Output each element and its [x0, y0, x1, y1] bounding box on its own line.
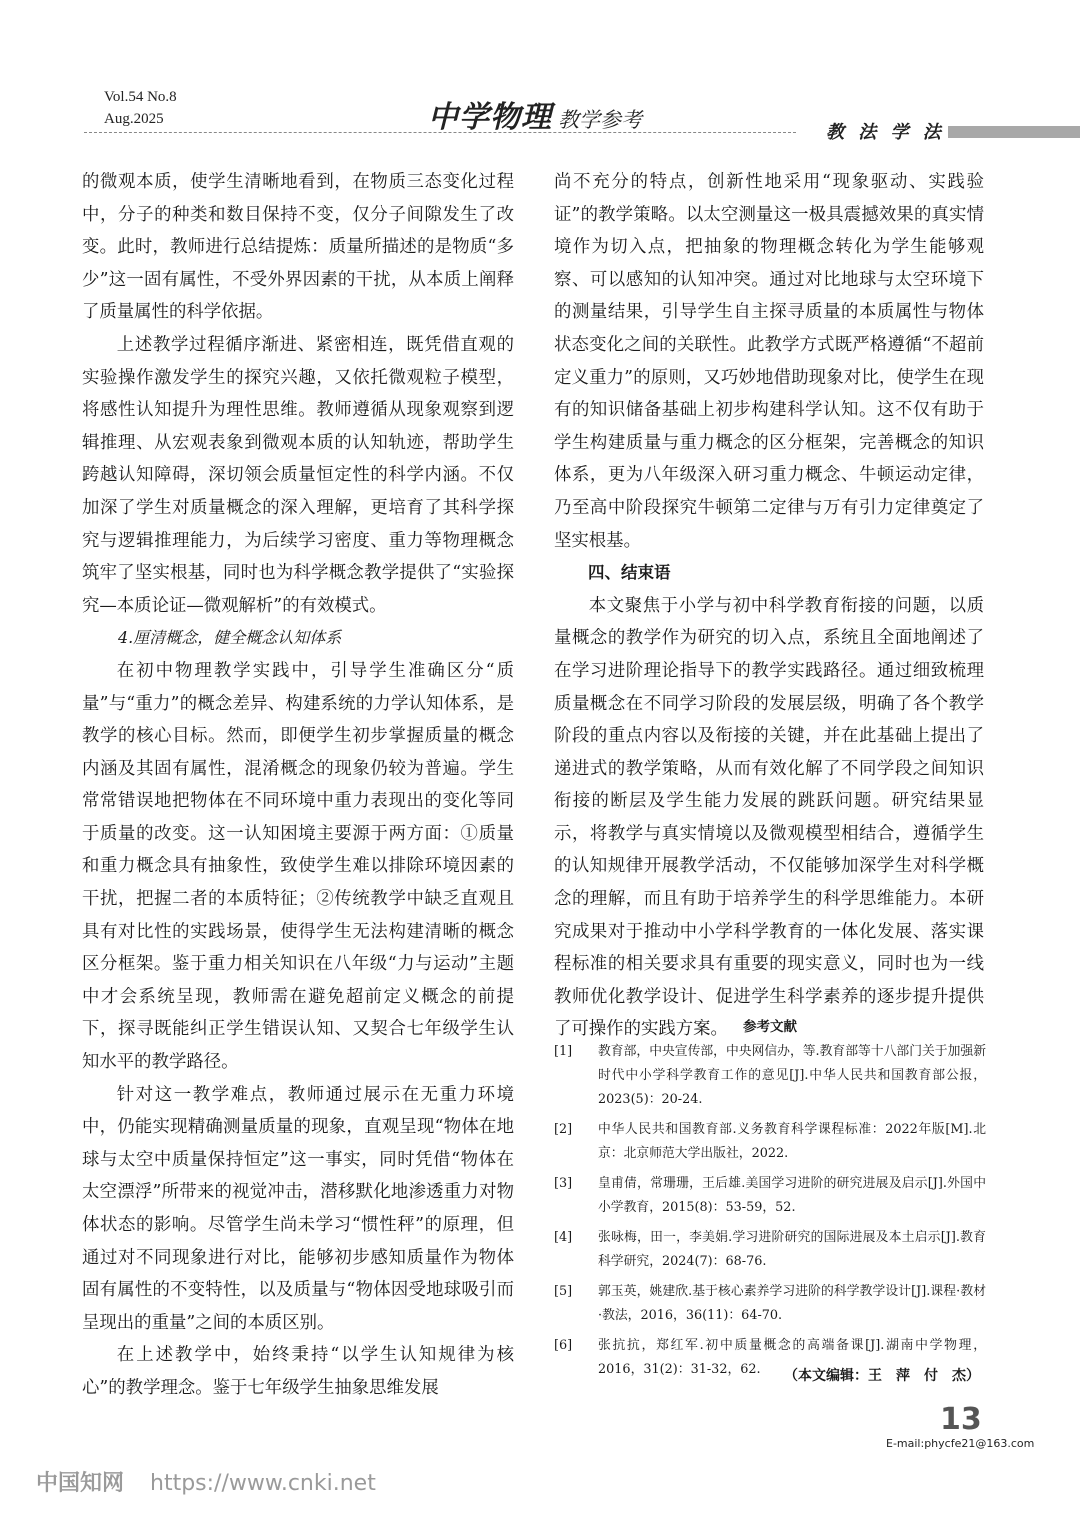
- reference-number: [1]: [554, 1044, 573, 1059]
- reference-text: 张咏梅，田一，李美娟.学习进阶研究的国际进展及本土启示[J].教育科学研究，2024(7)：68-76.: [598, 1230, 986, 1269]
- paragraph: 针对这一教学难点，教师通过展示在无重力环境中，仍能实现精确测量质量的现象，直观呈现“物体在地球与太空中质量保持恒定”这一事实，同时凭借“物体在太空漂浮”所带来的视觉冲击，潜移默化地渗透重力对物体状态的影响。尽管学生尚未学习“惯性秤”的原理，但通过对不同现象进行对比，能够初步感知质量作为物体固有属性的不变特性，以及质量与“物体因受地球吸引而呈现出的重量”之间的本质区别。: [82, 1084, 514, 1333]
- watermark-brand: 中国知网: [36, 1471, 125, 1496]
- contact-email: E-mail:phycfe21@163.com: [886, 1437, 1035, 1450]
- reference-item: [554, 1040, 986, 1112]
- paragraph: 尚不充分的特点，创新性地采用“现象驱动、实践验证”的教学策略。以太空测量这一极具震撼效果的真实情境作为切入点，把抽象的物理概念转化为学生能够观察、可以感知的认知冲突。通过对比地球与太空环境下的测量结果，引导学生自主探寻质量的本质属性与物体状态变化之间的关联性。此教学方式既严格遵循“不超前定义重力”的原则，又巧妙地借助现象对比，使学生在现有的知识储备基础上初步构建科学认知。这不仅有助于学生构建质量与重力概念的区分框架，完善概念的知识体系，更为八年级深入研习重力概念、牛顿运动定律，乃至高中阶段探究牛顿第二定律与万有引力定律奠定了坚实根基。: [554, 172, 984, 551]
- paragraph: 的微观本质，使学生清晰地看到，在物质三态变化过程中，分子的种类和数目保持不变，仅分子间隙发生了改变。此时，教师进行总结提炼：质量所描述的是物质“多少”这一固有属性，不受外界因素的干扰，从本质上阐释了质量属性的科学依据。: [82, 172, 514, 323]
- subsection-heading: 4.厘清概念，健全概念认知体系: [118, 628, 342, 648]
- reference-item: [554, 1172, 986, 1220]
- journal-volume-info: [104, 86, 177, 130]
- reference-item: [554, 1280, 986, 1328]
- reference-number: [5]: [554, 1284, 573, 1299]
- reference-text: 教育部，中央宣传部，中央网信办，等.教育部等十八部门关于加强新时代中小学科学教育工作的意见[J].中华人民共和国教育部公报，2023(5)：20-24.: [598, 1044, 986, 1107]
- cnki-watermark: [36, 1466, 376, 1497]
- watermark-url: https://www.cnki.net: [150, 1471, 376, 1496]
- section-label: 教 法 学 法: [826, 122, 945, 143]
- reference-number: [3]: [554, 1176, 573, 1191]
- journal-logo: [428, 92, 642, 136]
- right-column: [554, 166, 984, 1046]
- reference-number: [2]: [554, 1122, 573, 1137]
- reference-text: 张抗抗，郑红军.初中质量概念的高端备课[J].湖南中学物理，2016，31(2)：31-32，62.: [598, 1338, 986, 1377]
- reference-number: [6]: [554, 1338, 573, 1353]
- left-column: [82, 166, 514, 1405]
- paragraph: 本文聚焦于小学与初中科学教育衔接的问题，以质量概念的教学作为研究的切入点，系统且全面地阐述了在学习进阶理论指导下的教学实践路径。通过细致梳理质量概念在不同学习阶段的发展层级，明确了各个教学阶段的重点内容以及衔接的关键，并在此基础上提出了递进式的教学策略，从而有效化解了不同学段之间知识衔接的断层及学生能力发展的跳跃问题。研究结果显示，将教学与真实情境以及微观模型相结合，遵循学生的认知规律开展教学活动，不仅能够加深学生对科学概念的理解，而且有助于培养学生的科学思维能力。本研究成果对于推动中小学科学教育的一体化发展、落实课程标准的相关要求具有重要的现实意义，同时也为一线教师优化教学设计、促进学生科学素养的逐步提升提供了可操作的实践方案。: [554, 595, 984, 1040]
- reference-item: [554, 1118, 986, 1166]
- page-number: 13: [940, 1402, 982, 1437]
- volume-number: Vol.54 No.8: [104, 89, 177, 105]
- reference-text: 郭玉英，姚建欣.基于核心素养学习进阶的科学教学设计[J].课程·教材·教法，2016，36(11)：64-70.: [598, 1284, 986, 1323]
- reference-text: 中华人民共和国教育部.义务教育科学课程标准：2022年版[M].北京：北京师范大学出版社，2022.: [598, 1122, 986, 1161]
- journal-logo-script: 中学物理: [428, 100, 552, 135]
- header-divider: [84, 132, 796, 133]
- paragraph: 在上述教学中，始终秉持“以学生认知规律为核心”的教学理念。鉴于七年级学生抽象思维发展: [82, 1345, 514, 1398]
- references-section: [554, 1016, 986, 1388]
- paragraph: 在初中物理教学实践中，引导学生准确区分“质量”与“重力”的概念差异、构建系统的力学认知体系，是教学的核心目标。然而，即便学生初步掌握质量的概念内涵及其固有属性，混淆概念的现象仍较为普遍。学生常常错误地把物体在不同环境中重力表现出的变化等同于质量的改变。这一认知困境主要源于两方面：①质量和重力概念具有抽象性，致使学生难以排除环境因素的干扰，把握二者的本质特征；②传统教学中缺乏直观且具有对比性的实践场景，使得学生无法构建清晰的概念区分框架。鉴于重力相关知识在八年级“力与运动”主题中才会系统呈现，教师需在避免超前定义概念的前提下，探寻既能纠正学生错误认知、又契合七年级学生认知水平的教学路径。: [82, 660, 514, 1073]
- references-title: 参考文献: [743, 1019, 797, 1035]
- editor-note: （本文编辑：王 萍 付 杰）: [784, 1368, 980, 1384]
- reference-number: [4]: [554, 1230, 573, 1245]
- section-bar: [948, 126, 1080, 138]
- reference-text: 皇甫倩，常珊珊，王后雄.美国学习进阶的研究进展及启示[J].外国中小学教育，2015(8)：53-59，52.: [598, 1176, 986, 1215]
- issue-date: Aug.2025: [104, 111, 164, 127]
- section-heading: 四、结束语: [588, 563, 671, 583]
- journal-logo-subtitle: 教学参考: [558, 108, 642, 132]
- paragraph: 上述教学过程循序渐进、紧密相连，既凭借直观的实验操作激发学生的探究兴趣，又依托微观粒子模型，将感性认知提升为理性思维。教师遵循从现象观察到逻辑推理、从宏观表象到微观本质的认知轨迹，帮助学生跨越认知障碍，深切领会质量恒定性的科学内涵。不仅加深了学生对质量概念的深入理解，更培育了其科学探究与逻辑推理能力，为后续学习密度、重力等物理概念筑牢了坚实根基，同时也为科学概念教学提供了“实验探究—本质论证—微观解析”的有效模式。: [82, 334, 514, 616]
- reference-item: [554, 1226, 986, 1274]
- section-label-block: [796, 118, 1080, 148]
